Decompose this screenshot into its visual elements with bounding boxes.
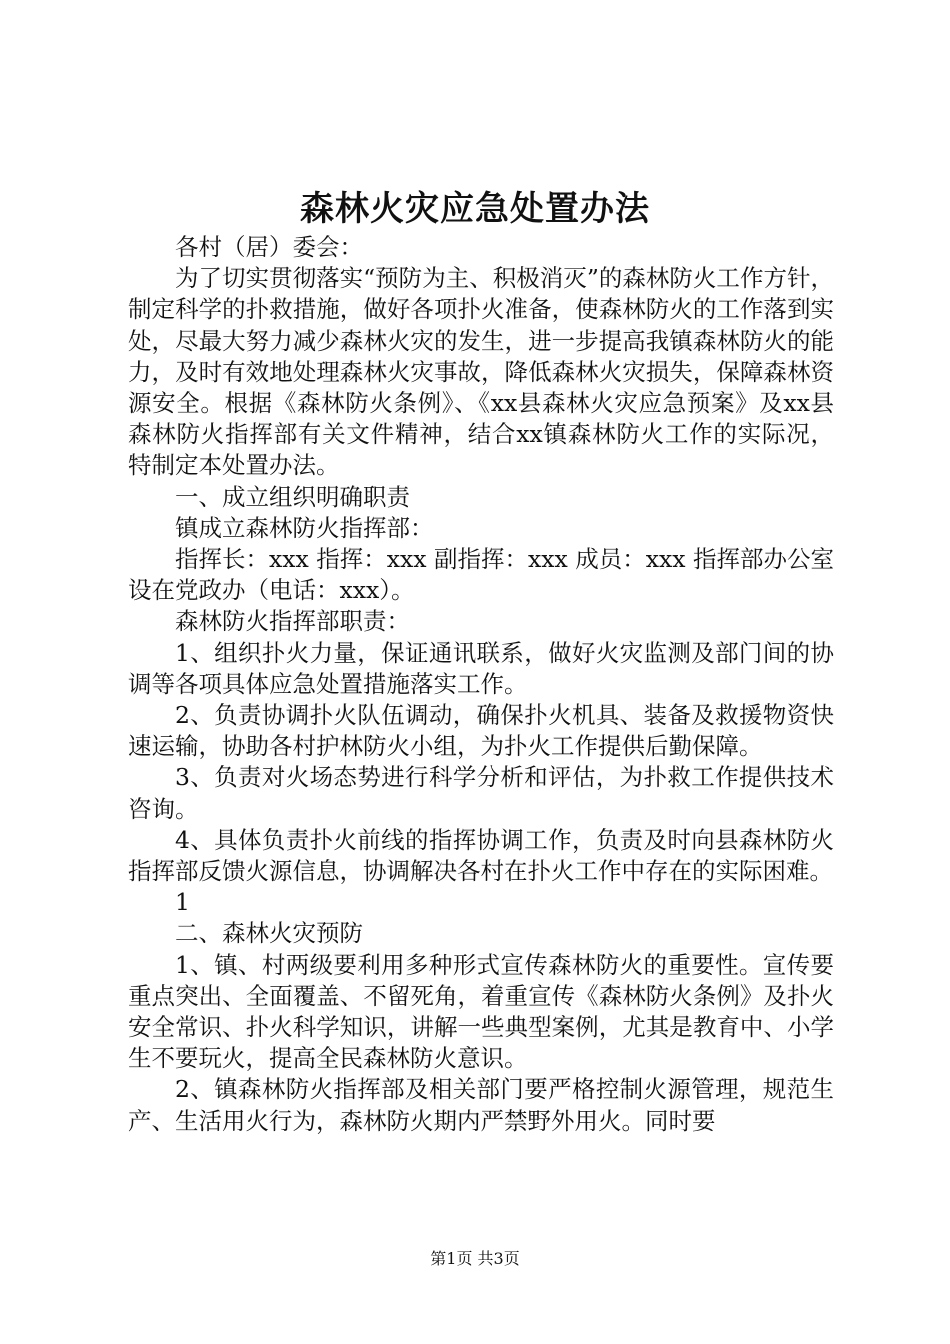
duty-item-4: 4、具体负责扑火前线的指挥协调工作，负责及时向县森林防火指挥部反馈火源信息，协调解决各村在扑火工作中存在的实际困难。 <box>128 825 834 886</box>
duty-item-3: 3、负责对火场态势进行科学分析和评估，为扑救工作提供技术咨询。 <box>128 763 834 823</box>
document-body <box>128 232 834 1137</box>
paragraph-hq-established: 镇成立森林防火指挥部： <box>175 513 434 542</box>
intro-paragraph: 为了切实贯彻落实“预防为主、积极消灭”的森林防火工作方针，制定科学的扑救措施，做好各项扑火准备，使森林防火的工作落到实处，尽最大努力减少森林火灾的发生，进一步提高我镇森林防火的能力，及时有效地处理森林火灾事故，降低森林火灾损失，保障森林资源安全。根据《森林防火条例》、《xx县森林火灾应急预案》及xx县森林防火指挥部有关文件精神，结合xx镇森林防火工作的实际况，特制定本处置办法。 <box>128 264 834 480</box>
page-footer: 第1页 共3页 <box>430 1249 520 1268</box>
paragraph-hq-duties-heading: 森林防火指挥部职责： <box>175 607 410 636</box>
duty-item-2: 2、负责协调扑火队伍调动，确保扑火机具、装备及救援物资快速运输，协助各村护林防火小组，为扑火工作提供后勤保障。 <box>128 701 834 761</box>
salutation: 各村（居）委会： <box>175 233 363 261</box>
document-title: 森林火灾应急处置办法 <box>300 189 650 229</box>
prevention-item-2: 2、镇森林防火指挥部及相关部门要严格控制火源管理，规范生产、生活用火行为，森林防火期内严禁野外用火。同时要 <box>128 1075 834 1135</box>
section-heading-1: 一、成立组织明确职责 <box>175 482 410 511</box>
paragraph-hq-members: 指挥长：xxx 指挥：xxx 副指挥：xxx 成员：xxx 指挥部办公室设在党政办（电话：xxx）。 <box>128 545 834 605</box>
section-heading-2: 二、森林火灾预防 <box>175 919 363 948</box>
duty-item-1: 1、组织扑火力量，保证通讯联系，做好火灾监测及部门间的协调等各项具体应急处置措施落实工作。 <box>128 638 834 698</box>
prevention-item-1: 1、镇、村两级要利用多种形式宣传森林防火的重要性。宣传要重点突出、全面覆盖、不留死角，着重宣传《森林防火条例》及扑火安全常识、扑火科学知识，讲解一些典型案例，尤其是教育中、小学生不要玩火，提高全民森林防火意识。 <box>128 950 834 1073</box>
stray-number: 1 <box>175 888 190 917</box>
